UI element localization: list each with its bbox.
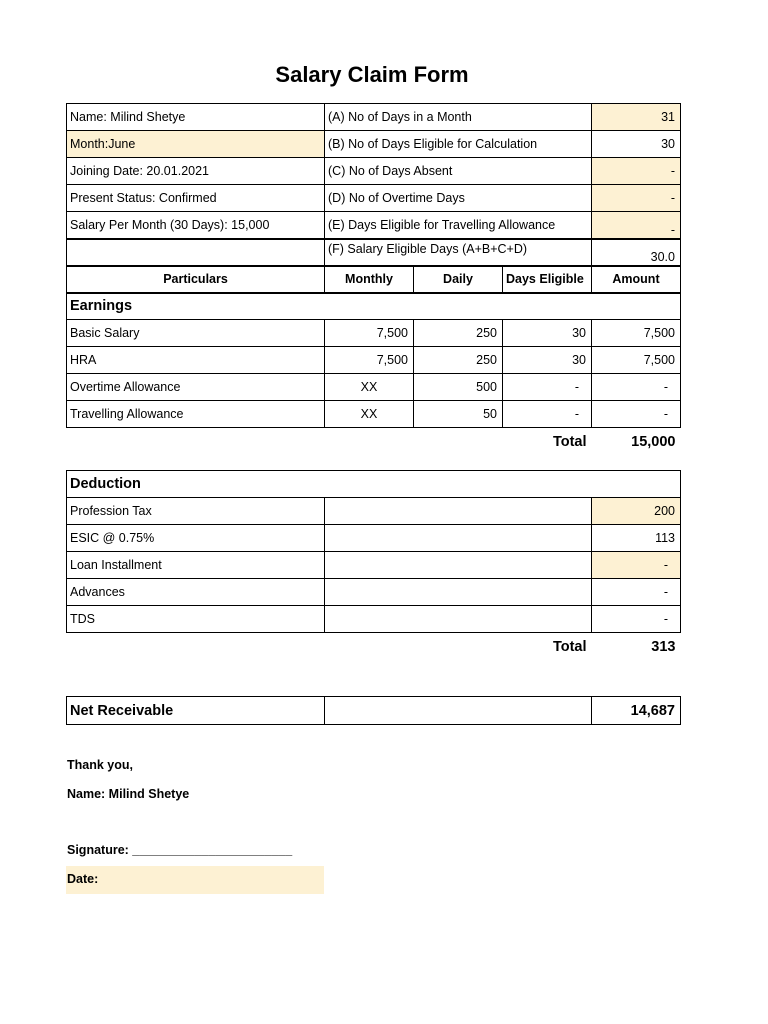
earning-label: HRA [67, 347, 325, 374]
deduction-total-label: Total [552, 638, 587, 655]
earning-days: 30 [503, 347, 592, 374]
earning-days: - [503, 401, 592, 428]
earning-label: Basic Salary [67, 320, 325, 347]
earning-daily: 250 [414, 320, 503, 347]
deduction-table [66, 470, 681, 661]
table-row [67, 579, 681, 606]
earning-label: Overtime Allowance [67, 374, 325, 401]
overtime-days-value[interactable]: - [592, 185, 681, 212]
earning-monthly: XX [325, 374, 414, 401]
empty-cell [67, 239, 325, 266]
earning-monthly: 7,500 [325, 320, 414, 347]
deduction-heading: Deduction [67, 471, 681, 498]
info-row-b [67, 131, 681, 158]
deduction-blank [325, 552, 592, 579]
header-days-eligible: Days Eligible [503, 266, 592, 293]
net-receivable-label: Net Receivable [67, 697, 325, 725]
column-header-row [67, 266, 681, 293]
earning-amount: - [592, 374, 681, 401]
table-row [67, 606, 681, 633]
deduction-amount: - [592, 606, 681, 633]
table-row [67, 401, 681, 428]
month-field[interactable]: Month:June [67, 131, 325, 158]
earnings-total-row [67, 428, 681, 456]
thank-you-text: Thank you, [67, 758, 133, 772]
days-eligible-calc-label: (B) No of Days Eligible for Calculation [325, 131, 592, 158]
deduction-amount[interactable]: - [592, 552, 681, 579]
deduction-label: Loan Installment [67, 552, 325, 579]
form-title: Salary Claim Form [275, 62, 469, 87]
joining-date: Joining Date: 20.01.2021 [67, 158, 325, 185]
deduction-amount: 113 [592, 525, 681, 552]
date-field[interactable]: Date: [66, 866, 324, 894]
deduction-label: TDS [67, 606, 325, 633]
employee-name: Name: Milind Shetye [67, 104, 325, 131]
table-row [67, 320, 681, 347]
net-receivable-table [66, 696, 681, 725]
table-row [67, 525, 681, 552]
deduction-blank [325, 579, 592, 606]
deduction-label: ESIC @ 0.75% [67, 525, 325, 552]
deduction-blank [325, 525, 592, 552]
salary-eligible-days-label: (F) Salary Eligible Days (A+B+C+D) [325, 239, 592, 266]
days-eligible-calc-value: 30 [592, 131, 681, 158]
table-row [67, 347, 681, 374]
days-in-month-value[interactable]: 31 [592, 104, 681, 131]
earning-days: - [503, 374, 592, 401]
info-row-f [67, 239, 681, 266]
header-amount: Amount [592, 266, 681, 293]
info-row-a [67, 104, 681, 131]
earning-amount: - [592, 401, 681, 428]
deduction-blank [325, 606, 592, 633]
table-row [67, 498, 681, 525]
earning-days: 30 [503, 320, 592, 347]
deduction-label: Advances [67, 579, 325, 606]
earning-daily: 250 [414, 347, 503, 374]
earnings-heading: Earnings [67, 293, 681, 320]
info-row-e [67, 212, 681, 239]
header-particulars: Particulars [67, 266, 325, 293]
deduction-total-row [67, 633, 681, 661]
earning-amount: 7,500 [592, 347, 681, 374]
travel-days-label: (E) Days Eligible for Travelling Allowance [325, 212, 592, 239]
deduction-label: Profession Tax [67, 498, 325, 525]
table-row [67, 374, 681, 401]
days-absent-value[interactable]: - [592, 158, 681, 185]
present-status: Present Status: Confirmed [67, 185, 325, 212]
earning-monthly: 7,500 [325, 347, 414, 374]
earnings-heading-row [67, 293, 681, 320]
header-monthly: Monthly [325, 266, 414, 293]
table-row [67, 552, 681, 579]
signature-field[interactable]: Signature: _______________________ [67, 843, 293, 857]
net-receivable-value: 14,687 [592, 697, 681, 725]
footer-name: Name: Milind Shetye [67, 787, 190, 801]
salary-eligible-days-value: 30.0 [592, 239, 681, 266]
salary-info-table [66, 103, 681, 456]
earning-daily: 50 [414, 401, 503, 428]
days-absent-label: (C) No of Days Absent [325, 158, 592, 185]
earning-daily: 500 [414, 374, 503, 401]
deduction-amount[interactable]: 200 [592, 498, 681, 525]
earning-amount: 7,500 [592, 320, 681, 347]
net-receivable-row [67, 697, 681, 725]
earnings-total-label: Total [552, 433, 587, 450]
travel-days-value[interactable]: - [592, 212, 681, 239]
header-daily: Daily [414, 266, 503, 293]
earning-monthly: XX [325, 401, 414, 428]
net-receivable-blank [325, 697, 592, 725]
days-in-month-label: (A) No of Days in a Month [325, 104, 592, 131]
salary-per-month: Salary Per Month (30 Days): 15,000 [67, 212, 325, 239]
deduction-blank [325, 498, 592, 525]
earnings-total-value: 15,000 [631, 433, 676, 450]
info-row-c [67, 158, 681, 185]
earning-label: Travelling Allowance [67, 401, 325, 428]
deduction-total-value: 313 [651, 638, 676, 655]
overtime-days-label: (D) No of Overtime Days [325, 185, 592, 212]
deduction-heading-row [67, 471, 681, 498]
deduction-amount: - [592, 579, 681, 606]
info-row-d [67, 185, 681, 212]
